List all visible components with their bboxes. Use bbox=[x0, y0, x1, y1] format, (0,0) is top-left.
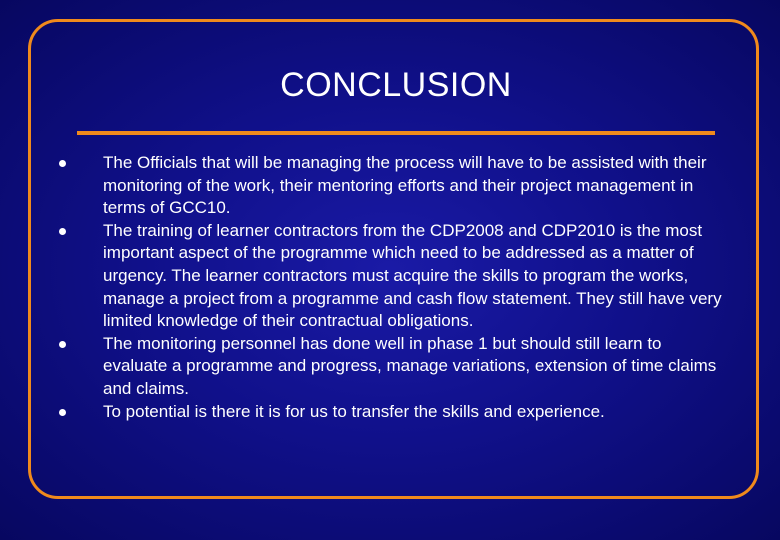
bullet-item bbox=[59, 220, 729, 333]
bullet-text: The training of learner contractors from the CDP2008 and CDP2010 is the most important aspect of the programme which need to be addressed as a matter of urgency. The learner contractors must acquire the skills to program the works, manage a project from a programme and cash flow statement. They still have very limited knowledge of their contractual obligations. bbox=[103, 220, 722, 331]
bullet-dot-icon bbox=[59, 160, 66, 167]
bullet-item bbox=[59, 333, 729, 401]
bullet-dot-icon bbox=[59, 409, 66, 416]
bullet-dot-icon bbox=[59, 228, 66, 235]
title-divider bbox=[77, 131, 715, 135]
bullet-dot-icon bbox=[59, 341, 66, 348]
slide-title: CONCLUSION bbox=[280, 66, 512, 104]
bullet-list bbox=[59, 152, 729, 423]
bullet-text: The monitoring personnel has done well in phase 1 but should still learn to evaluate a programme and progress, manage variations, extension of time claims and claims. bbox=[103, 333, 717, 398]
bullet-item bbox=[59, 401, 729, 424]
bullet-text: To potential is there it is for us to transfer the skills and experience. bbox=[103, 401, 605, 421]
bullet-item bbox=[59, 152, 729, 220]
bullet-text: The Officials that will be managing the process will have to be assisted with their monitoring of the work, their mentoring efforts and their project management in terms of GCC10. bbox=[103, 153, 707, 218]
